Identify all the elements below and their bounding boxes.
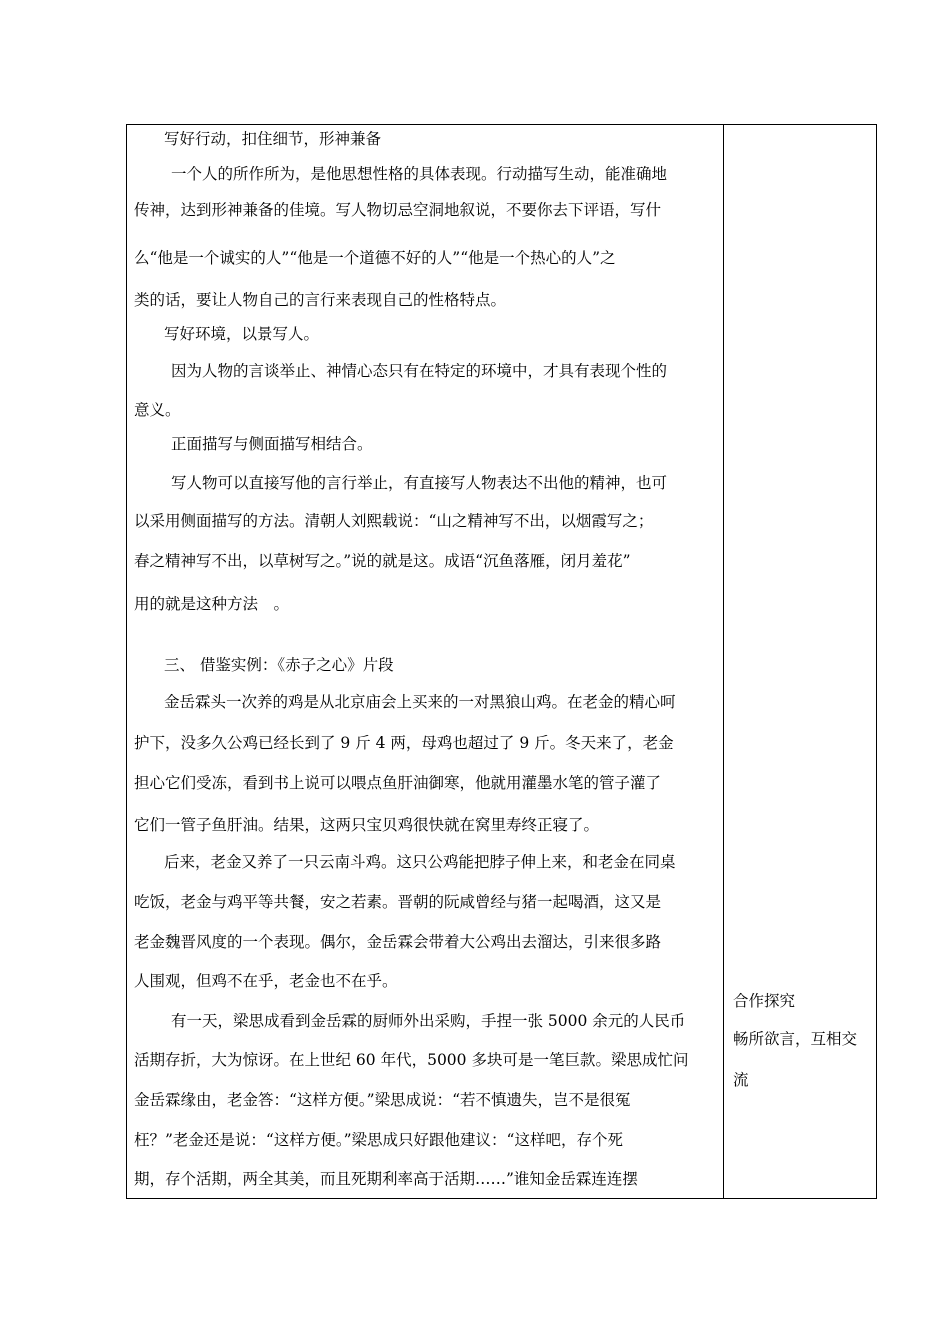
paragraph-line: 以采用侧面描写的方法。清朝人刘熙载说：“山之精神写不出，以烟霞写之； xyxy=(134,512,654,530)
paragraph-line: 传神，达到形神兼备的佳境。写人物切忌空洞地叙说，不要你去下评语，写什 xyxy=(134,201,662,219)
lesson-table xyxy=(126,124,877,1199)
paragraph-line: 春之精神写不出，以草树写之。”说的就是这。成语“沉鱼落雁，闭月羞花” xyxy=(134,552,631,570)
paragraph-line: 人围观，但鸡不在乎，老金也不在乎。 xyxy=(134,972,398,990)
paragraph-line: 担心它们受冻，看到书上说可以喂点鱼肝油御寒，他就用灌墨水笔的管子灌了 xyxy=(134,774,662,792)
paragraph-line: 金岳霖缘由，老金答：“这样方便。”梁思成说：“若不慎遗失，岂不是很冤 xyxy=(134,1091,631,1109)
lesson-activity-cell xyxy=(724,125,876,1198)
paragraph-line: 一个人的所作所为，是他思想性格的具体表现。行动描写生动，能准确地 xyxy=(171,165,668,183)
paragraph-line: 后来，老金又养了一只云南斗鸡。这只公鸡能把脖子伸上来，和老金在同桌 xyxy=(164,853,676,871)
paragraph-line: 因为人物的言谈举止、神情心态只有在特定的环境中，才具有表现个性的 xyxy=(171,362,668,380)
heading-action-writing: 写好行动，扣住细节，形神兼备 xyxy=(164,130,382,148)
paragraph-line: 它们一管子鱼肝油。结果，这两只宝贝鸡很快就在窝里寿终正寝了。 xyxy=(134,816,600,834)
activity-description: 畅所欲言，互相交 xyxy=(733,1030,858,1048)
paragraph-line: 老金魏晋风度的一个表现。偶尔，金岳霖会带着大公鸡出去溜达，引来很多路 xyxy=(134,933,662,951)
paragraph-line: 类的话，要让人物自己的言行来表现自己的性格特点。 xyxy=(134,291,507,309)
heading-environment: 写好环境，以景写人。 xyxy=(164,325,320,343)
paragraph-line: 么“他是一个诚实的人”“他是一个道德不好的人”“他是一个热心的人”之 xyxy=(134,249,616,267)
paragraph-line: 写人物可以直接写他的言行举止，有直接写人物表达不出他的精神，也可 xyxy=(171,474,668,492)
activity-label: 合作探究 xyxy=(733,992,796,1010)
paragraph-line: 活期存折，大为惊讶。在上世纪 60 年代，5000 多块可是一笔巨款。梁思成忙问 xyxy=(134,1051,689,1069)
section-heading-example: 三、 借鉴实例：《赤子之心》片段 xyxy=(164,656,394,674)
paragraph-line: 枉？”老金还是说：“这样方便。”梁思成只好跟他建议：“这样吧，存个死 xyxy=(134,1131,623,1149)
heading-direct-indirect: 正面描写与侧面描写相结合。 xyxy=(171,435,373,453)
paragraph-line: 金岳霖头一次养的鸡是从北京庙会上买来的一对黑狼山鸡。在老金的精心呵 xyxy=(164,693,676,711)
paragraph-line: 吃饭，老金与鸡平等共餐，安之若素。晋朝的阮咸曾经与猪一起喝酒，这又是 xyxy=(134,893,662,911)
paragraph-line: 用的就是这种方法 。 xyxy=(134,595,290,613)
lesson-content-cell xyxy=(127,125,724,1198)
activity-description-end: 流 xyxy=(733,1071,749,1089)
paragraph-line: 期，存个活期，两全其美，而且死期利率高于活期……”谁知金岳霖连连摆 xyxy=(134,1170,638,1188)
paragraph-line: 意义。 xyxy=(134,401,181,419)
paragraph-line: 有一天，梁思成看到金岳霖的厨师外出采购，手捏一张 5000 余元的人民币 xyxy=(171,1012,686,1030)
paragraph-line: 护下，没多久公鸡已经长到了 9 斤 4 两，母鸡也超过了 9 斤。冬天来了，老金 xyxy=(134,734,674,752)
